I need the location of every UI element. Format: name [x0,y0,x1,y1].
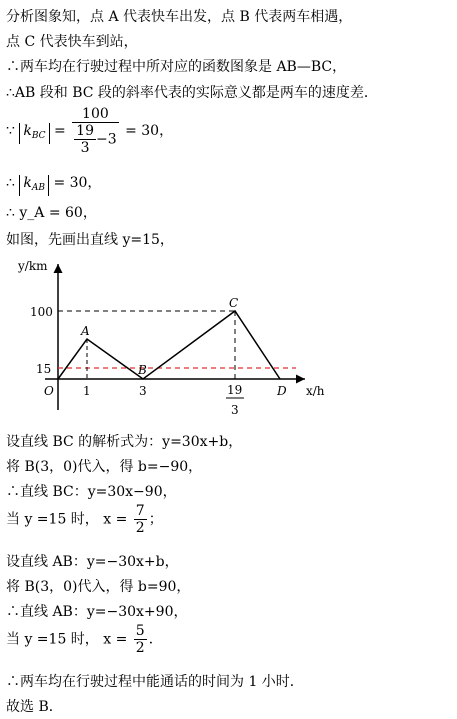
condition-text: 当 y =15 时， x = [6,511,128,528]
point-label-d: D [277,384,287,398]
text-line-13: 设直线 AB：y=−30x+b， [6,554,179,570]
text-line-14: 将 B(3，0)代入，得 b=90， [6,579,191,595]
text-line-9: 设直线 BC 的解析式为：y=30x+b， [6,434,243,450]
k-subscript-bc: BC [31,131,46,141]
x-tick-19-denominator: 3 [231,403,239,417]
result-thirty-ab: = 30， [53,175,102,191]
k-symbol: k [23,175,32,191]
y-tick-100: 100 [30,305,53,319]
inner-denominator: 3 [80,140,90,156]
x-axis-label: x/h [306,384,325,398]
text-line-10: 将 B(3，0)代入，得 b=−90， [6,459,203,475]
x-tick-3: 3 [139,384,147,398]
suffix-period: ． [148,631,163,648]
fraction-denominator [72,123,118,156]
condition-text: 当 y =15 时， x = [6,631,128,648]
point-label-o: O [44,384,54,398]
distance-time-graph [0,252,340,422]
fraction-slope [72,106,118,156]
text-line-1: 分析图象知，点 A 代表快车出发，点 B 代表两车相遇， [6,9,353,25]
suffix-semicolon: ； [148,511,163,528]
text-line-8: 如图，先画出直线 y=15， [6,232,174,248]
y-tick-15: 15 [36,362,52,376]
k-symbol: k [23,123,32,139]
numerator-5: 5 [135,623,145,639]
x-tick-1: 1 [83,384,91,398]
abs-k-ab [19,175,49,196]
k-subscript-ab: AB [31,183,45,193]
therefore-symbol: ∴ [6,175,15,191]
fraction-numerator: 100 [72,106,118,123]
result-thirty: = 30， [125,123,174,139]
point-label-a: A [81,324,90,338]
text-line-17: ∴两车均在行驶过程中能通话的时间为 1 小时． [6,674,304,690]
text-line-18: 故选 B． [6,699,63,715]
inner-fraction [74,123,96,156]
text-line-7: ∴ y_A = 60， [6,205,97,221]
minus-three: −3 [96,131,117,148]
text-line-15: ∴直线 AB：y=−30x+90， [6,604,188,620]
series-line [58,311,280,379]
numerator-7: 7 [135,503,145,519]
point-label-b: B [138,363,147,377]
fraction-seven-halves [134,503,147,536]
point-label-c: C [229,296,239,310]
text-line-2: 点 C 代表快车到站， [6,34,138,50]
solution-x-bc [6,503,163,536]
x-tick-19: 19 [227,383,243,397]
equation-k-ab [6,174,101,196]
fraction-five-halves [134,623,147,656]
denominator-2: 2 [135,520,145,536]
text-line-3: ∴两车均在行驶过程中所对应的函数图象是 AB—BC， [6,59,347,75]
equation-k-bc [6,106,173,156]
because-symbol: ∵ [6,123,15,139]
text-line-4: ∴AB 段和 BC 段的斜率代表的实际意义都是两车的速度差． [6,85,378,101]
denominator-2: 2 [135,640,145,656]
inner-numerator: 19 [76,123,94,139]
solution-x-ab [6,623,163,656]
text-line-11: ∴直线 BC：y=30x−90， [6,484,177,500]
equals-sign: = [53,123,66,139]
y-axis-label: y/km [18,259,48,273]
abs-k-bc [19,123,49,144]
